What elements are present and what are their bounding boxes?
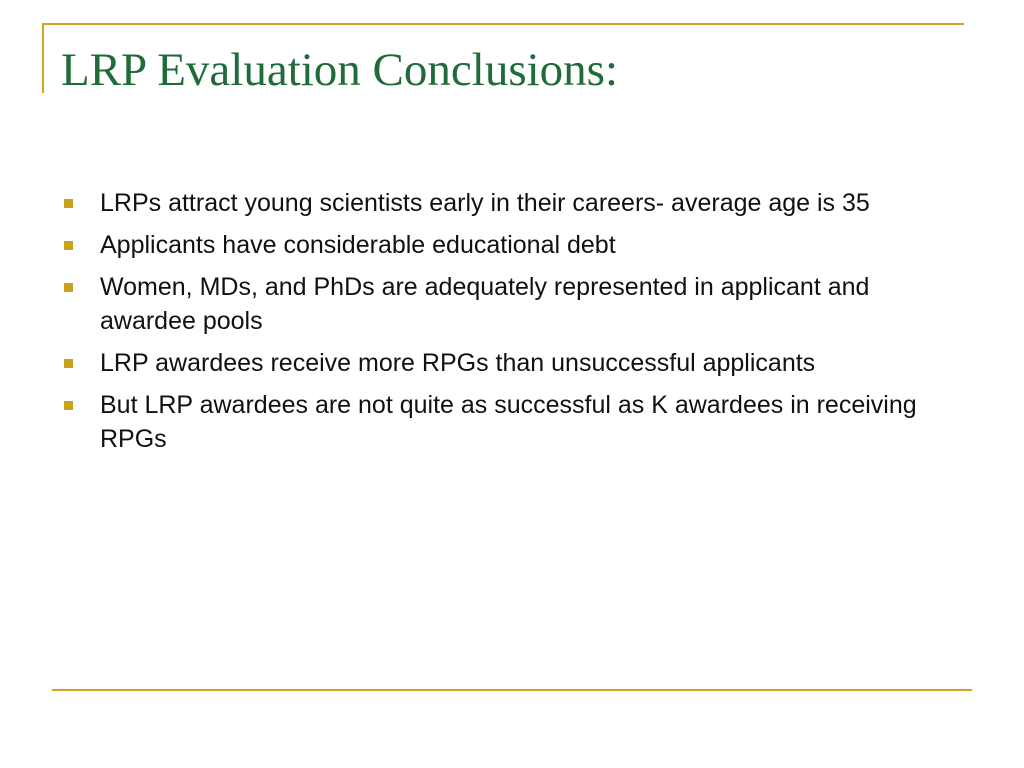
bullet-text: Women, MDs, and PhDs are adequately represented in applicant and awardee pools (100, 273, 870, 335)
square-bullet-icon (64, 283, 73, 292)
bullet-item (60, 270, 970, 338)
square-bullet-icon (64, 359, 73, 368)
bullet-list (60, 186, 970, 464)
left-border-line (42, 23, 44, 93)
square-bullet-icon (64, 199, 73, 208)
bullet-item (60, 228, 970, 262)
top-border-line (42, 23, 964, 25)
square-bullet-icon (64, 241, 73, 250)
bullet-text: But LRP awardees are not quite as successful as K awardees in receiving RPGs (100, 391, 917, 453)
square-bullet-icon (64, 401, 73, 410)
bullet-item (60, 186, 970, 220)
bullet-item (60, 346, 970, 380)
bullet-text: Applicants have considerable educational debt (100, 231, 616, 259)
slide-title: LRP Evaluation Conclusions: (61, 44, 619, 96)
bottom-border-line (52, 689, 972, 691)
bullet-item (60, 388, 970, 456)
bullet-text: LRP awardees receive more RPGs than unsuccessful applicants (100, 349, 816, 377)
bullet-text: LRPs attract young scientists early in their careers- average age is 35 (100, 189, 870, 217)
